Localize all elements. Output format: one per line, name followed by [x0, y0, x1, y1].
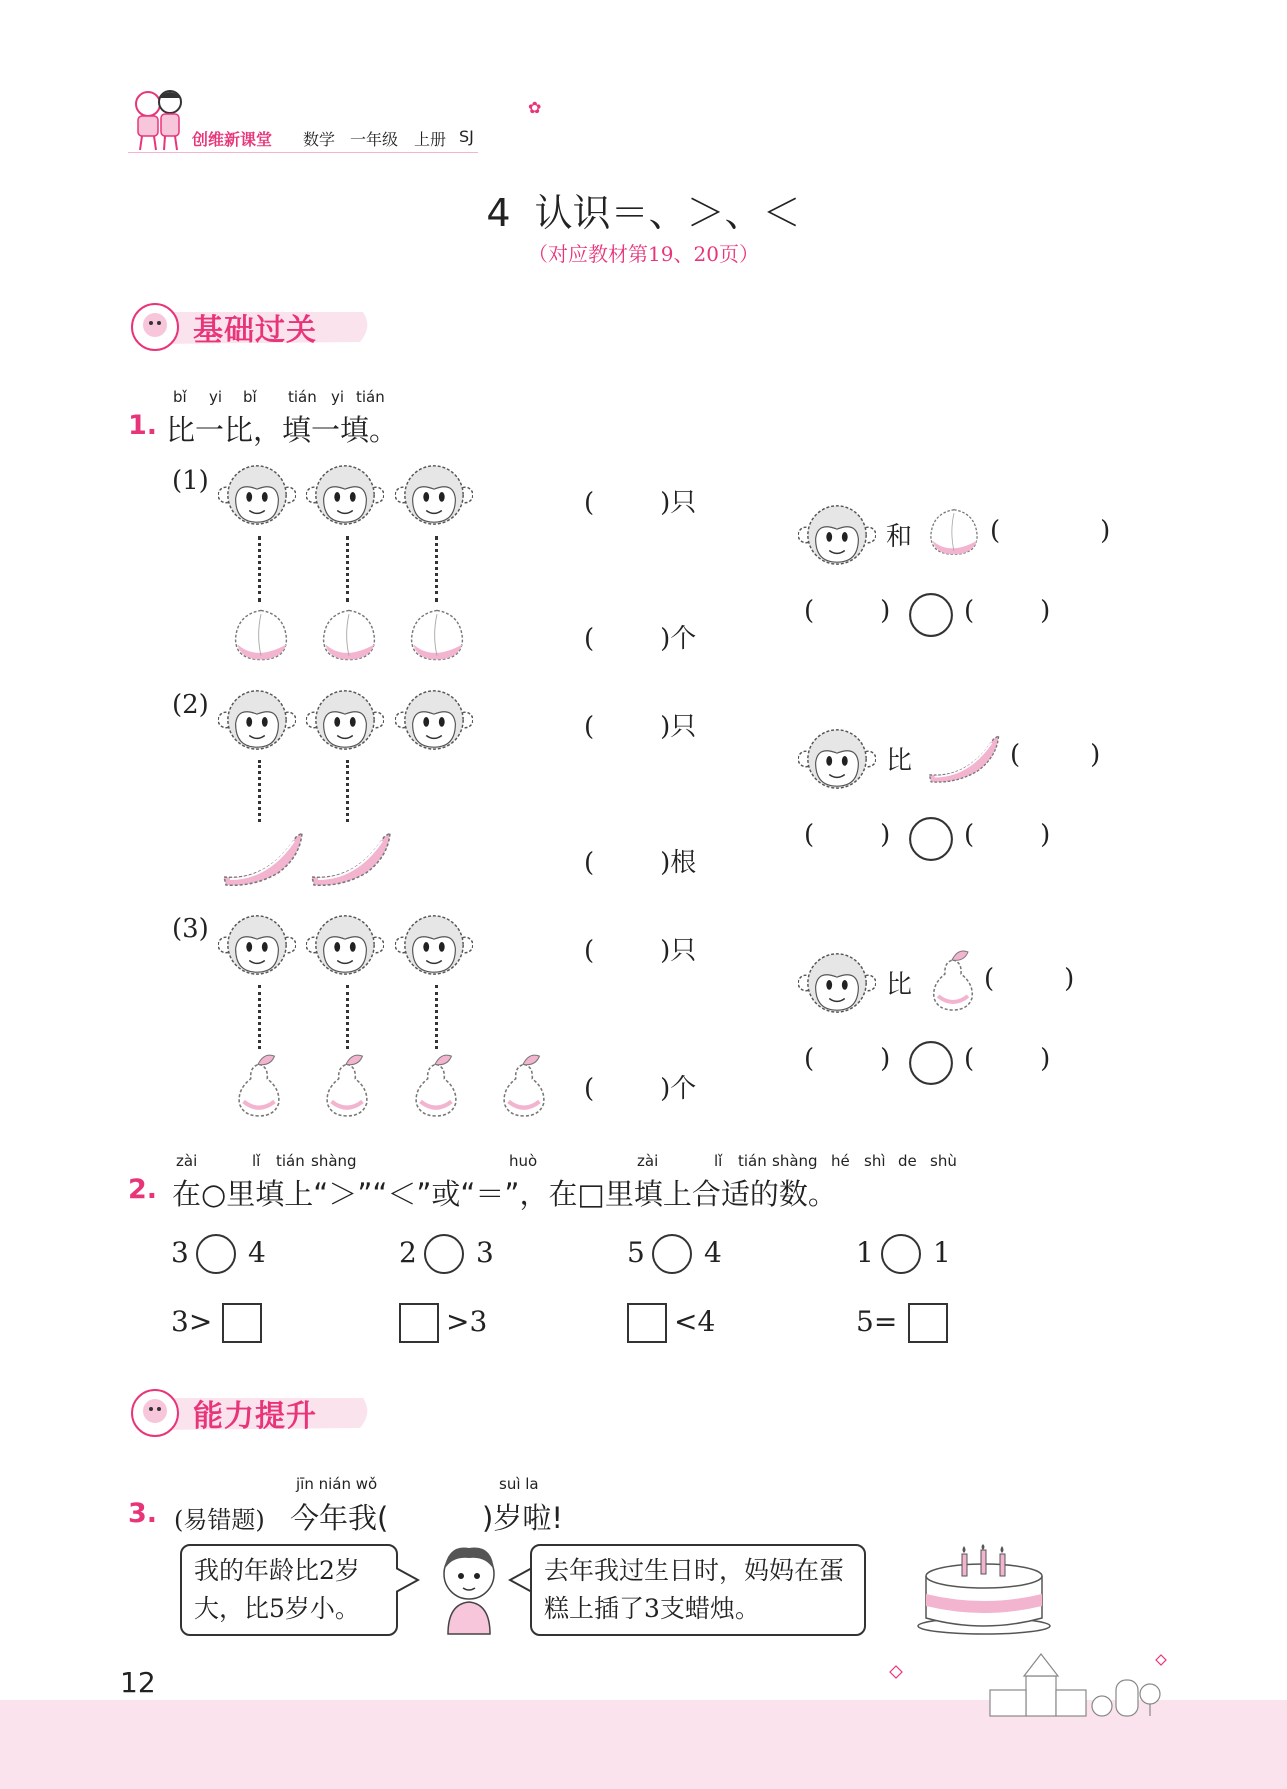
header-line: [128, 152, 478, 153]
header-grade: 一年级: [350, 130, 399, 149]
q1-count-blank[interactable]: ( )个: [584, 1074, 697, 1104]
q2-left-number: 5: [627, 1236, 645, 1269]
q2-pinyin-10: hé: [831, 1152, 850, 1170]
relation-blank[interactable]: ( ): [1010, 740, 1101, 770]
q3-text-a: 今年我(: [290, 1501, 389, 1535]
bubble-left-text: 我的年龄比2岁大，比5岁小。: [194, 1556, 360, 1623]
header-kids-icon: [128, 86, 188, 152]
boy-icon: [434, 1540, 504, 1636]
relation-blank[interactable]: ( ): [984, 964, 1075, 994]
q2-pinyin-11: shì: [864, 1152, 886, 1170]
monkey-icon: [798, 948, 876, 1016]
compare-blank-right[interactable]: ( ): [964, 596, 1051, 626]
monkey-icon: [218, 460, 296, 528]
monkey-icon: [798, 724, 876, 792]
compare-blank-right[interactable]: ( ): [964, 820, 1051, 850]
compare-blank-left[interactable]: ( ): [804, 1044, 891, 1074]
q2-expression-right: <4: [674, 1305, 716, 1338]
monkey-icon: [306, 910, 384, 978]
compare-word: 和: [886, 522, 913, 552]
q2-pinyin-6: zài: [637, 1152, 659, 1170]
q1-pinyin-2: yi: [209, 388, 223, 406]
q2-text: 在○里填上“＞”“＜”或“＝”，在□里填上合适的数。: [172, 1177, 837, 1211]
q2-pinyin-7: lǐ: [714, 1152, 723, 1170]
q1-group-label-1: (1): [172, 466, 209, 496]
header-series: 创维新课堂: [192, 130, 273, 149]
birthday-cake-icon: [914, 1544, 1054, 1636]
q1-pinyin-5: yi: [331, 388, 345, 406]
bubble-pointer: [508, 1566, 532, 1594]
q2-right-number: 4: [248, 1236, 266, 1269]
match-line: [435, 985, 438, 1049]
q3-text-b: )岁啦!: [482, 1501, 563, 1535]
relation-blank[interactable]: ( ): [990, 516, 1111, 546]
match-line: [346, 536, 349, 602]
monkey-icon: [218, 685, 296, 753]
flower-icon: ✿: [528, 98, 542, 117]
q2-pinyin-4: shàng: [311, 1152, 357, 1170]
q2-left-number: 2: [399, 1236, 417, 1269]
q1-text: 比一比，填一填。: [166, 413, 399, 447]
page-number: 12: [120, 1666, 156, 1699]
q2-pinyin-9: shàng: [772, 1152, 818, 1170]
pear-icon: [928, 948, 978, 1012]
q2-compare-circle[interactable]: [424, 1234, 464, 1274]
banana-icon: [218, 824, 308, 890]
monkey-icon: [395, 460, 473, 528]
match-line: [435, 536, 438, 602]
compare-circle[interactable]: [908, 592, 954, 638]
compare-blank-left[interactable]: ( ): [804, 820, 891, 850]
q2-answer-box[interactable]: [627, 1303, 667, 1343]
peach-icon: [316, 604, 382, 666]
q2-compare-circle[interactable]: [881, 1234, 921, 1274]
q1-group-label-2: (2): [172, 690, 209, 720]
speech-bubble-right: [530, 1544, 866, 1636]
q2-right-number: 1: [933, 1236, 951, 1269]
q3-answer-blank[interactable]: [412, 1500, 482, 1534]
q1-pinyin-6: tián: [356, 388, 385, 406]
q2-expression-left: 3>: [171, 1305, 213, 1338]
q2-pinyin-3: tián: [276, 1152, 305, 1170]
peach-icon: [228, 604, 294, 666]
q1-pinyin-4: tián: [288, 388, 317, 406]
monkey-icon: [306, 685, 384, 753]
q1-pinyin-3: bǐ: [243, 388, 257, 406]
compare-blank-left[interactable]: ( ): [804, 596, 891, 626]
q3-tag: (易错题): [174, 1506, 265, 1534]
compare-blank-right[interactable]: ( ): [964, 1044, 1051, 1074]
q3-number: 3.: [128, 1498, 158, 1529]
q1-count-blank[interactable]: ( )个: [584, 624, 697, 654]
q1-count-blank[interactable]: ( )只: [584, 712, 697, 742]
compare-circle[interactable]: [908, 816, 954, 862]
section-title-advanced: 能力提升: [193, 1399, 317, 1434]
match-line: [258, 985, 261, 1049]
q2-right-number: 3: [476, 1236, 494, 1269]
peach-icon: [924, 504, 984, 560]
q2-number: 2.: [128, 1174, 158, 1205]
q2-expression-left: 5=: [856, 1305, 898, 1338]
match-line: [258, 760, 261, 822]
q2-answer-box[interactable]: [222, 1303, 262, 1343]
q2-pinyin-2: lǐ: [252, 1152, 261, 1170]
header-subject: 数学: [303, 130, 336, 149]
q1-group-label-3: (3): [172, 914, 209, 944]
q2-answer-box[interactable]: [908, 1303, 948, 1343]
lesson-title: 4 认识＝、＞、＜: [486, 191, 801, 235]
q2-compare-circle[interactable]: [652, 1234, 692, 1274]
q1-count-blank[interactable]: ( )只: [584, 936, 697, 966]
bubble-right-text: 去年我过生日时，妈妈在蛋糕上插了3支蜡烛。: [544, 1556, 845, 1623]
monkey-icon: [218, 910, 296, 978]
monkey-icon: [306, 460, 384, 528]
q2-compare-circle[interactable]: [196, 1234, 236, 1274]
header-edition: SJ: [459, 127, 474, 146]
q1-number: 1.: [128, 410, 158, 441]
monkey-icon: [395, 685, 473, 753]
speech-bubble-left: [180, 1544, 398, 1636]
peach-icon: [404, 604, 470, 666]
q2-pinyin-13: shù: [930, 1152, 957, 1170]
q2-left-number: 1: [856, 1236, 874, 1269]
section-title-basic: 基础过关: [193, 313, 317, 348]
q2-pinyin-5: huò: [509, 1152, 538, 1170]
pear-icon: [498, 1052, 550, 1118]
match-line: [346, 985, 349, 1049]
bubble-pointer: [396, 1566, 420, 1594]
monkey-icon: [798, 500, 876, 568]
q1-count-blank[interactable]: ( )只: [584, 488, 697, 518]
compare-word: 比: [886, 970, 913, 1000]
pear-icon: [410, 1052, 462, 1118]
q1-pinyin-1: bǐ: [173, 388, 187, 406]
q2-expression-right: >3: [446, 1305, 488, 1338]
header-volume: 上册: [414, 130, 447, 149]
pear-icon: [321, 1052, 373, 1118]
monkey-icon: [395, 910, 473, 978]
q2-pinyin-12: de: [898, 1152, 917, 1170]
castle-decoration-icon: [880, 1650, 1170, 1720]
q2-answer-box[interactable]: [399, 1303, 439, 1343]
q2-left-number: 3: [171, 1236, 189, 1269]
pear-icon: [233, 1052, 285, 1118]
match-line: [258, 536, 261, 602]
compare-circle[interactable]: [908, 1040, 954, 1086]
q3-pinyin-a: jīn nián wǒ: [296, 1475, 378, 1493]
q2-pinyin-1: zài: [176, 1152, 198, 1170]
q2-right-number: 4: [704, 1236, 722, 1269]
match-line: [346, 760, 349, 822]
q2-pinyin-8: tián: [738, 1152, 767, 1170]
q1-count-blank[interactable]: ( )根: [584, 848, 697, 878]
q3-pinyin-b: suì la: [499, 1475, 539, 1493]
lesson-subtitle: （对应教材第19、20页）: [528, 242, 759, 266]
compare-word: 比: [886, 746, 913, 776]
banana-icon: [924, 726, 1004, 788]
banana-icon: [306, 824, 396, 890]
